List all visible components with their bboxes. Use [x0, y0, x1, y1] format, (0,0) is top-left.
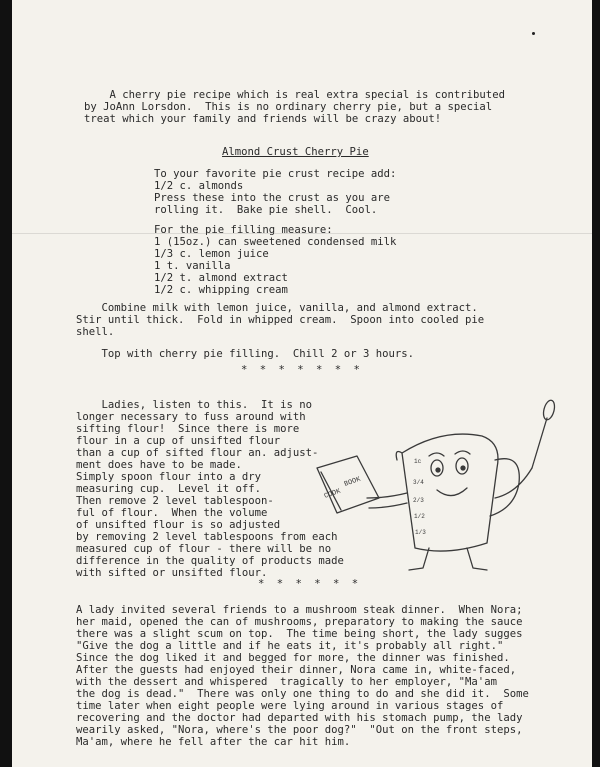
intro-line: by JoAnn Lorsdon. This is no ordinary cherry pie, but a special	[84, 101, 493, 113]
cup-mark: 2/3	[413, 497, 424, 504]
filling-line: 1 (15oz.) can sweetened condensed milk	[154, 236, 397, 248]
ladies-line: sifting flour! Since there is more	[76, 423, 300, 435]
filling-line: 1 t. vanilla	[154, 260, 231, 272]
filling-line: 1/3 c. lemon juice	[154, 248, 269, 260]
cup-mark: 1/2	[414, 513, 425, 520]
recipe-title: Almond Crust Cherry Pie	[222, 146, 369, 158]
story-line: the dog is dead." There was only one thing to do and she did it. Some	[76, 688, 529, 700]
top-line: Top with cherry pie filling. Chill 2 or 3 hours.	[76, 348, 415, 360]
document-page	[12, 0, 592, 767]
ladies-line: measuring cup. Level it off.	[76, 483, 261, 495]
ladies-line: measured cup of flour - there will be no	[76, 543, 332, 555]
crust-line: Press these into the crust as you are	[154, 192, 390, 204]
filling-line: For the pie filling measure:	[154, 224, 333, 236]
story-line: After the guests had enjoyed their dinner, Nora came in, white-faced,	[76, 664, 517, 676]
intro-line: treat which your family and friends will be crazy about!	[84, 113, 442, 125]
story-line: Since the dog liked it and begged for more, the dinner was finished.	[76, 652, 510, 664]
ladies-line: difference in the quality of products made	[76, 555, 344, 567]
story-line: "Give the dog a little and if he eats it, it's probably all right."	[76, 640, 504, 652]
cup-mark: 1c	[414, 458, 422, 465]
book-label: BOOK	[343, 475, 362, 489]
measuring-cup-cartoon	[297, 398, 557, 578]
story-line: Ma'am, where he fell after the car hit him.	[76, 736, 351, 748]
crust-line: To your favorite pie crust recipe add:	[154, 168, 397, 180]
crust-line: 1/2 c. almonds	[154, 180, 244, 192]
combine-line: Combine milk with lemon juice, vanilla, and almond extract.	[76, 302, 478, 314]
cup-mark: 3/4	[413, 479, 424, 486]
ink-speck	[532, 32, 535, 35]
ladies-line: Then remove 2 level tablespoon-	[76, 495, 274, 507]
ladies-line: than a cup of sifted flour an. adjust-	[76, 447, 319, 459]
ladies-line: ment does have to be made.	[76, 459, 242, 471]
story-line: A lady invited several friends to a mushroom steak dinner. When Nora;	[76, 604, 523, 616]
ladies-line: of unsifted flour is so adjusted	[76, 519, 281, 531]
filling-line: 1/2 c. whipping cream	[154, 284, 288, 296]
book-label: COOK	[323, 487, 342, 501]
intro-line: A cherry pie recipe which is real extra special is contributed	[84, 89, 505, 101]
crust-line: rolling it. Bake pie shell. Cool.	[154, 204, 378, 216]
story-line: with the dessert and whispered tragically to her employer, "Ma'am	[76, 676, 497, 688]
filling-line: 1/2 t. almond extract	[154, 272, 288, 284]
story-line: her maid, opened the can of mushrooms, preparatory to making the sauce	[76, 616, 523, 628]
ladies-line: longer necessary to fuss around with	[76, 411, 306, 423]
ladies-line: by removing 2 level tablespoons from each	[76, 531, 338, 543]
ladies-line: with sifted or unsifted flour.	[76, 567, 268, 579]
ladies-line: Ladies, listen to this. It is no	[76, 399, 312, 411]
combine-line: shell.	[76, 326, 115, 338]
cup-mark: 1/3	[415, 529, 426, 536]
ladies-line: Simply spoon flour into a dry	[76, 471, 261, 483]
combine-line: Stir until thick. Fold in whipped cream. Spoon into cooled pie	[76, 314, 485, 326]
stars-divider: * * * * * *	[258, 578, 362, 590]
story-line: time later when eight people were lying around in various stages of	[76, 700, 504, 712]
stars-divider: * * * * * * *	[241, 364, 363, 376]
story-line: there was a slight scum on top. The time being short, the lady sugges	[76, 628, 523, 640]
story-line: wearily asked, "Nora, where's the poor dog?" "Out on the front steps,	[76, 724, 523, 736]
ladies-line: flour in a cup of unsifted flour	[76, 435, 281, 447]
ladies-line: ful of flour. When the volume	[76, 507, 268, 519]
story-line: recovering and the doctor had departed with his stomach pump, the lady	[76, 712, 523, 724]
